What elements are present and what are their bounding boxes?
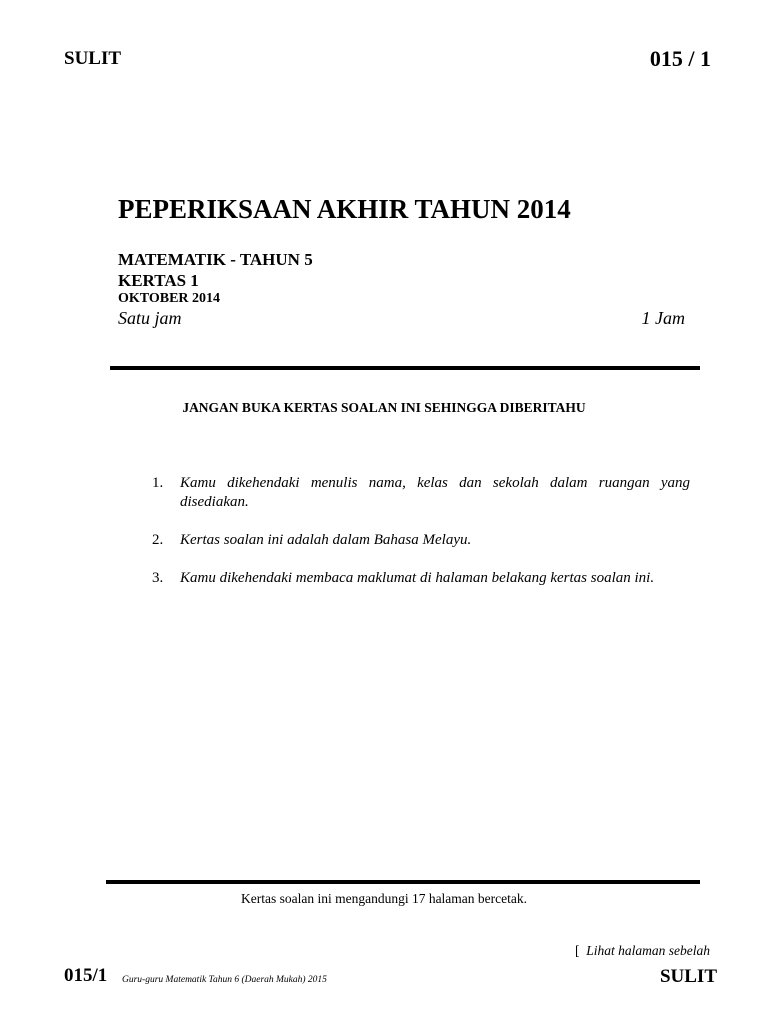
instruction-item (152, 474, 690, 512)
warning-notice: JANGAN BUKA KERTAS SOALAN INI SEHINGGA DIBERITAHU (182, 400, 586, 415)
header-classification: SULIT (64, 48, 122, 69)
instruction-text: Kertas soalan ini adalah dalam Bahasa Melayu. (180, 532, 472, 548)
exam-title: PEPERIKSAAN AKHIR TAHUN 2014 (118, 194, 571, 224)
instruction-item (152, 531, 690, 550)
next-page-note (575, 943, 710, 959)
instruction-number: 2. (152, 532, 164, 548)
exam-paper: KERTAS 1 (118, 271, 199, 290)
instructions-list (152, 474, 690, 607)
instruction-text: Kamu dikehendaki membaca maklumat di halaman belakang kertas soalan ini. (180, 570, 655, 586)
divider-top (110, 366, 700, 370)
footer-credit: Guru-guru Matematik Tahun 6 (Daerah Mukah) 2015 (122, 975, 327, 985)
footer-paper-code: 015/1 (64, 965, 108, 986)
footer-classification: SULIT (659, 966, 717, 987)
instruction-text: Kamu dikehendaki menulis nama, kelas dan sekolah dalam ruangan yang disediakan. (180, 475, 690, 510)
instruction-item (152, 569, 690, 588)
duration-hours: 1 Jam (641, 308, 685, 328)
page-count-note: Kertas soalan ini mengandungi 17 halaman bercetak. (240, 891, 528, 906)
next-page-text: Lihat halaman sebelah (586, 943, 710, 958)
instruction-number: 1. (152, 475, 164, 491)
header-paper-code: 015 / 1 (649, 46, 711, 71)
divider-bottom (106, 880, 700, 884)
next-page-bracket: [ (575, 943, 580, 958)
exam-subject: MATEMATIK - TAHUN 5 (118, 250, 313, 269)
instruction-number: 3. (152, 570, 164, 586)
duration-words: Satu jam (118, 308, 182, 328)
exam-date: OKTOBER 2014 (118, 291, 221, 306)
